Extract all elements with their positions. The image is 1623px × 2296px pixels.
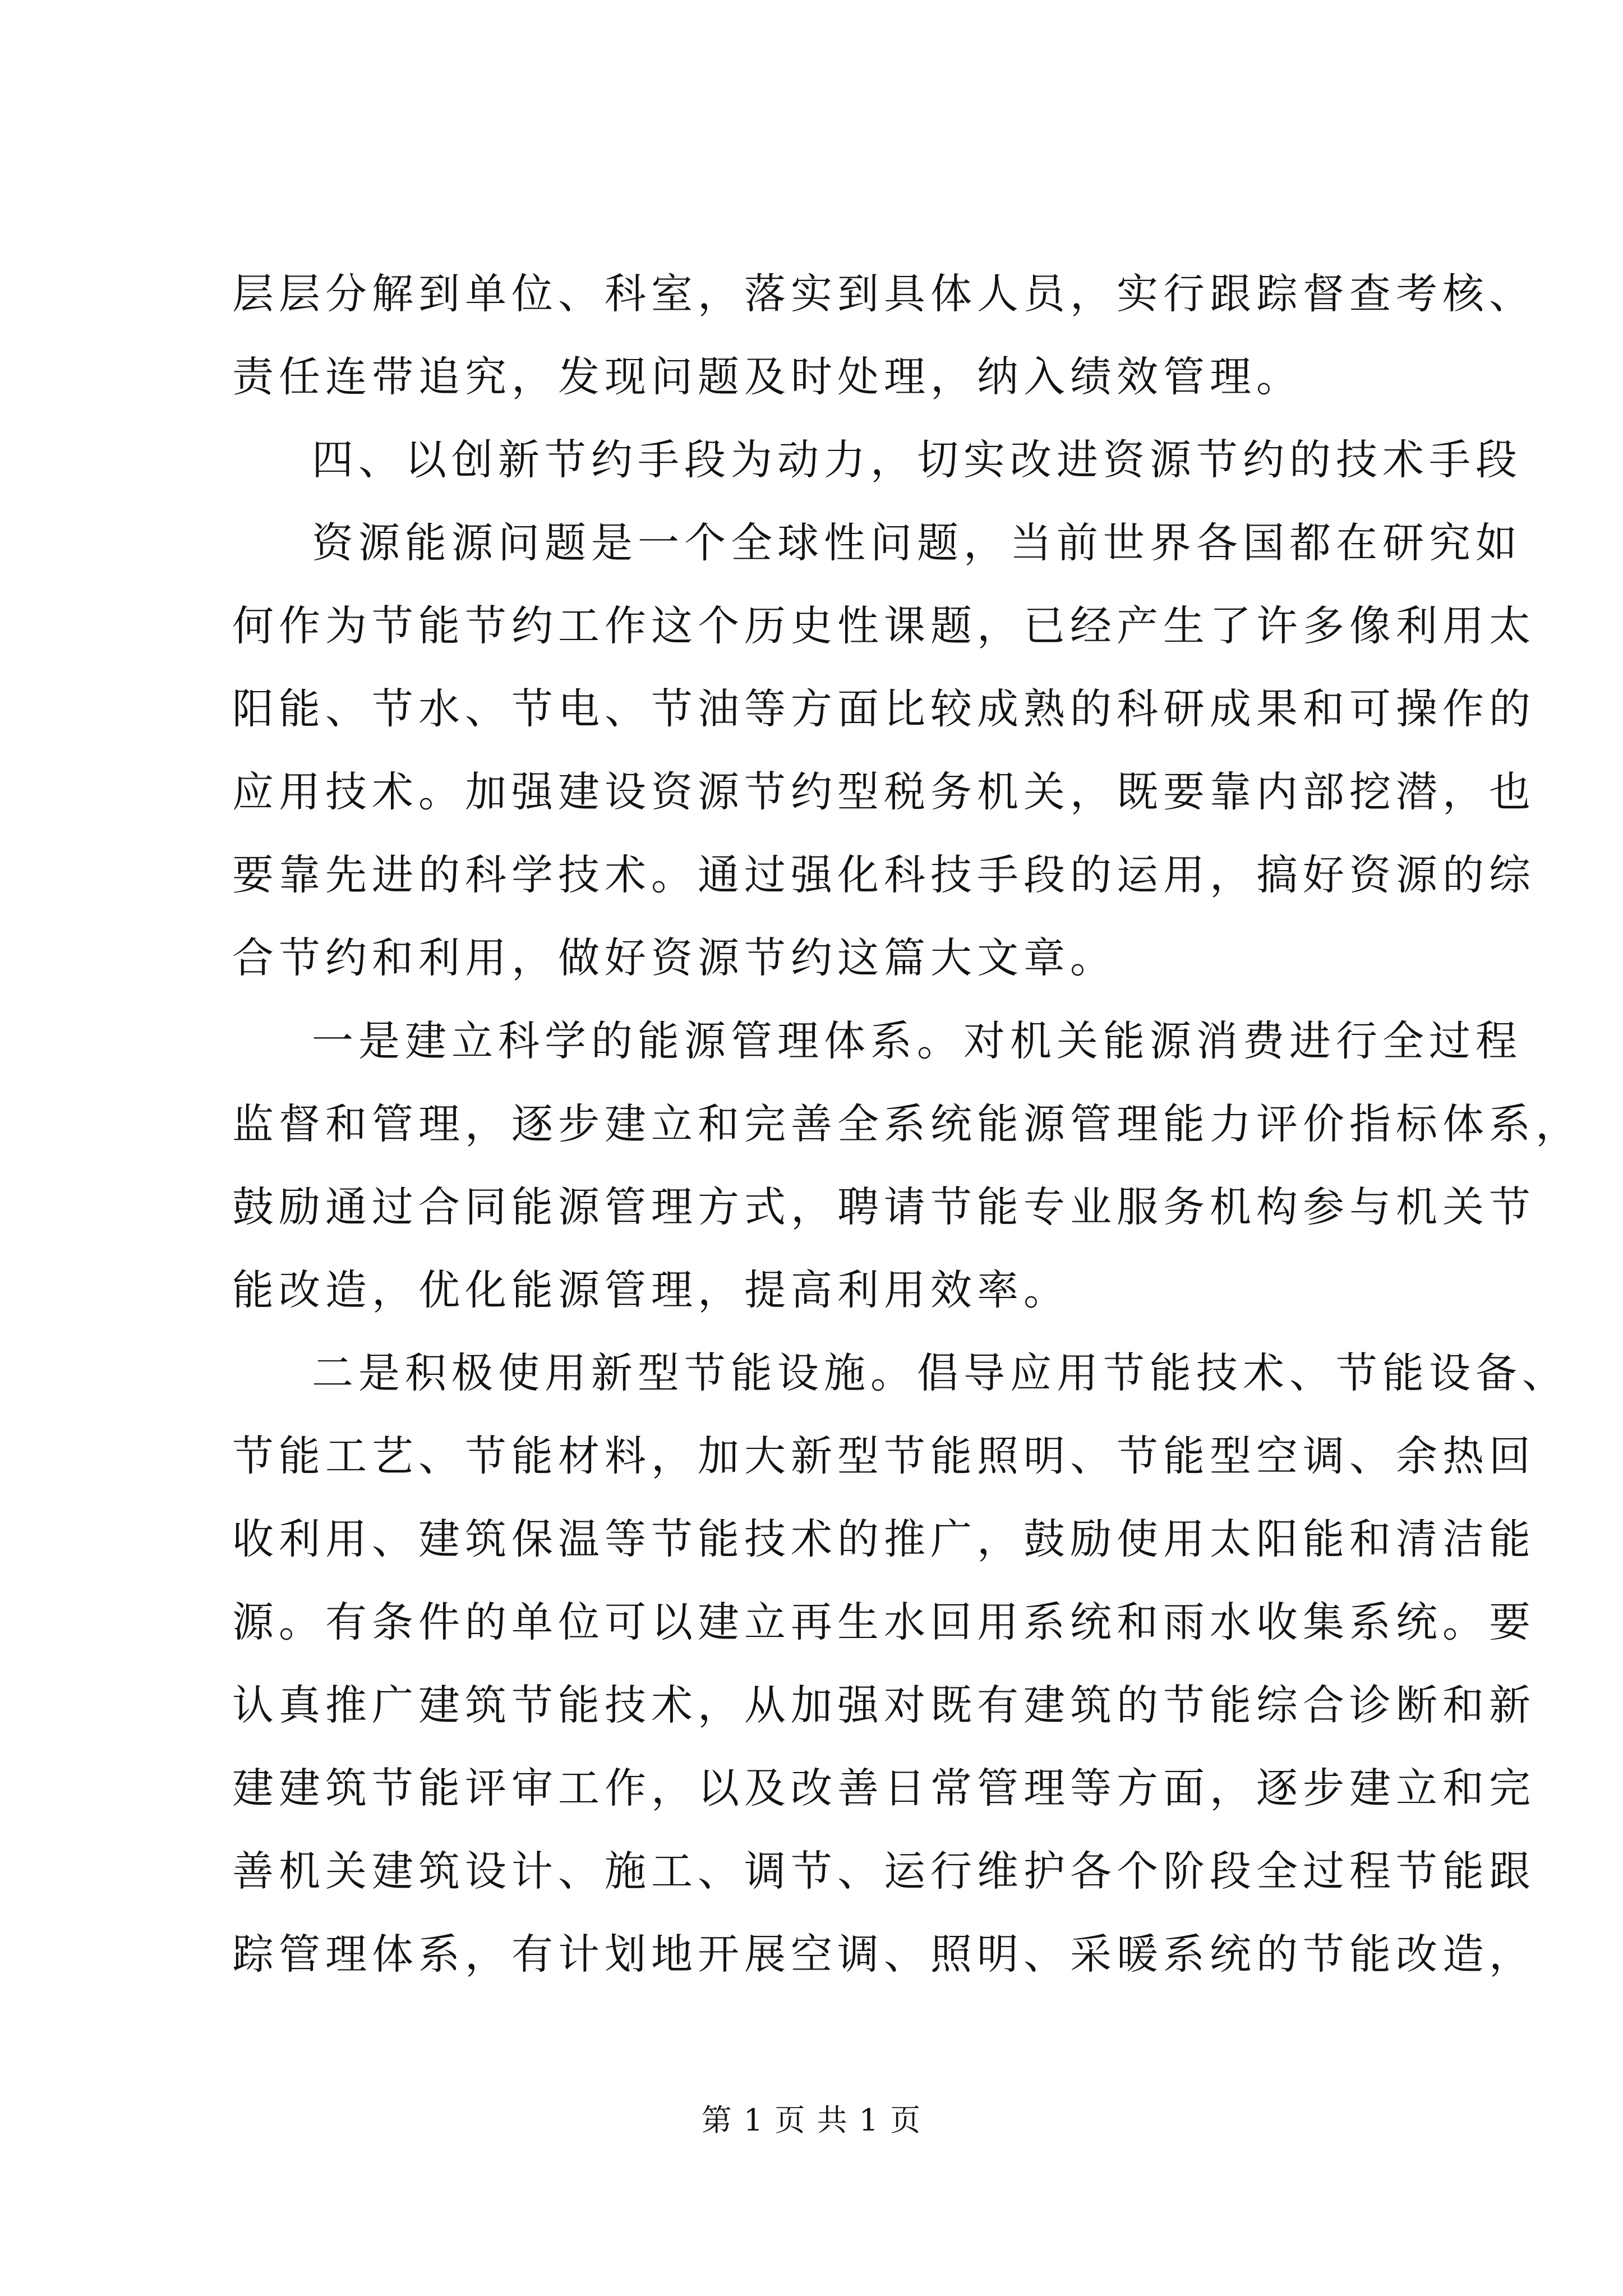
text-line: 监督和管理，逐步建立和完善全系统能源管理能力评价指标体系， <box>232 1100 1582 1148</box>
text-line: 认真推广建筑节能技术，从加强对既有建筑的节能综合诊断和新 <box>232 1681 1536 1729</box>
document-body <box>232 252 1582 1996</box>
page-footer: 第 1 页 共 1 页 <box>701 2102 922 2138</box>
text-line: 要靠先进的科学技术。通过强化科技手段的运用，搞好资源的综 <box>232 851 1536 899</box>
text-line: 能改造，优化能源管理，提高利用效率。 <box>232 1266 1070 1314</box>
text-line: 踪管理体系，有计划地开展空调、照明、采暖系统的节能改造， <box>232 1930 1536 1978</box>
text-line: 建建筑节能评审工作，以及改善日常管理等方面，逐步建立和完 <box>232 1764 1536 1812</box>
text-line: 收利用、建筑保温等节能技术的推广，鼓励使用太阳能和清洁能 <box>232 1515 1536 1563</box>
text-line: 合节约和利用，做好资源节约这篇大文章。 <box>232 934 1117 982</box>
text-line: 资源能源问题是一个全球性问题，当前世界各国都在研究如 <box>312 519 1522 567</box>
text-line: 节能工艺、节能材料，加大新型节能照明、节能型空调、余热回 <box>232 1432 1536 1480</box>
text-line: 层层分解到单位、科室，落实到具体人员，实行跟踪督查考核、 <box>232 270 1536 318</box>
text-line: 应用技术。加强建设资源节约型税务机关，既要靠内部挖潜，也 <box>232 768 1536 816</box>
text-line: 一是建立科学的能源管理体系。对机关能源消费进行全过程 <box>312 1017 1522 1065</box>
text-line: 责任连带追究，发现问题及时处理，纳入绩效管理。 <box>232 353 1303 401</box>
text-line: 善机关建筑设计、施工、调节、运行维护各个阶段全过程节能跟 <box>232 1847 1536 1895</box>
text-line: 鼓励通过合同能源管理方式，聘请节能专业服务机构参与机关节 <box>232 1183 1536 1231</box>
text-line: 二是积极使用新型节能设施。倡导应用节能技术、节能设备、 <box>312 1349 1569 1397</box>
text-line: 阳能、节水、节电、节油等方面比较成熟的科研成果和可操作的 <box>232 685 1536 733</box>
section-heading: 四、以创新节约手段为动力，切实改进资源节约的技术手段 <box>312 436 1522 484</box>
text-line: 源。有条件的单位可以建立再生水回用系统和雨水收集系统。要 <box>232 1598 1536 1646</box>
text-line: 何作为节能节约工作这个历史性课题，已经产生了许多像利用太 <box>232 602 1536 650</box>
